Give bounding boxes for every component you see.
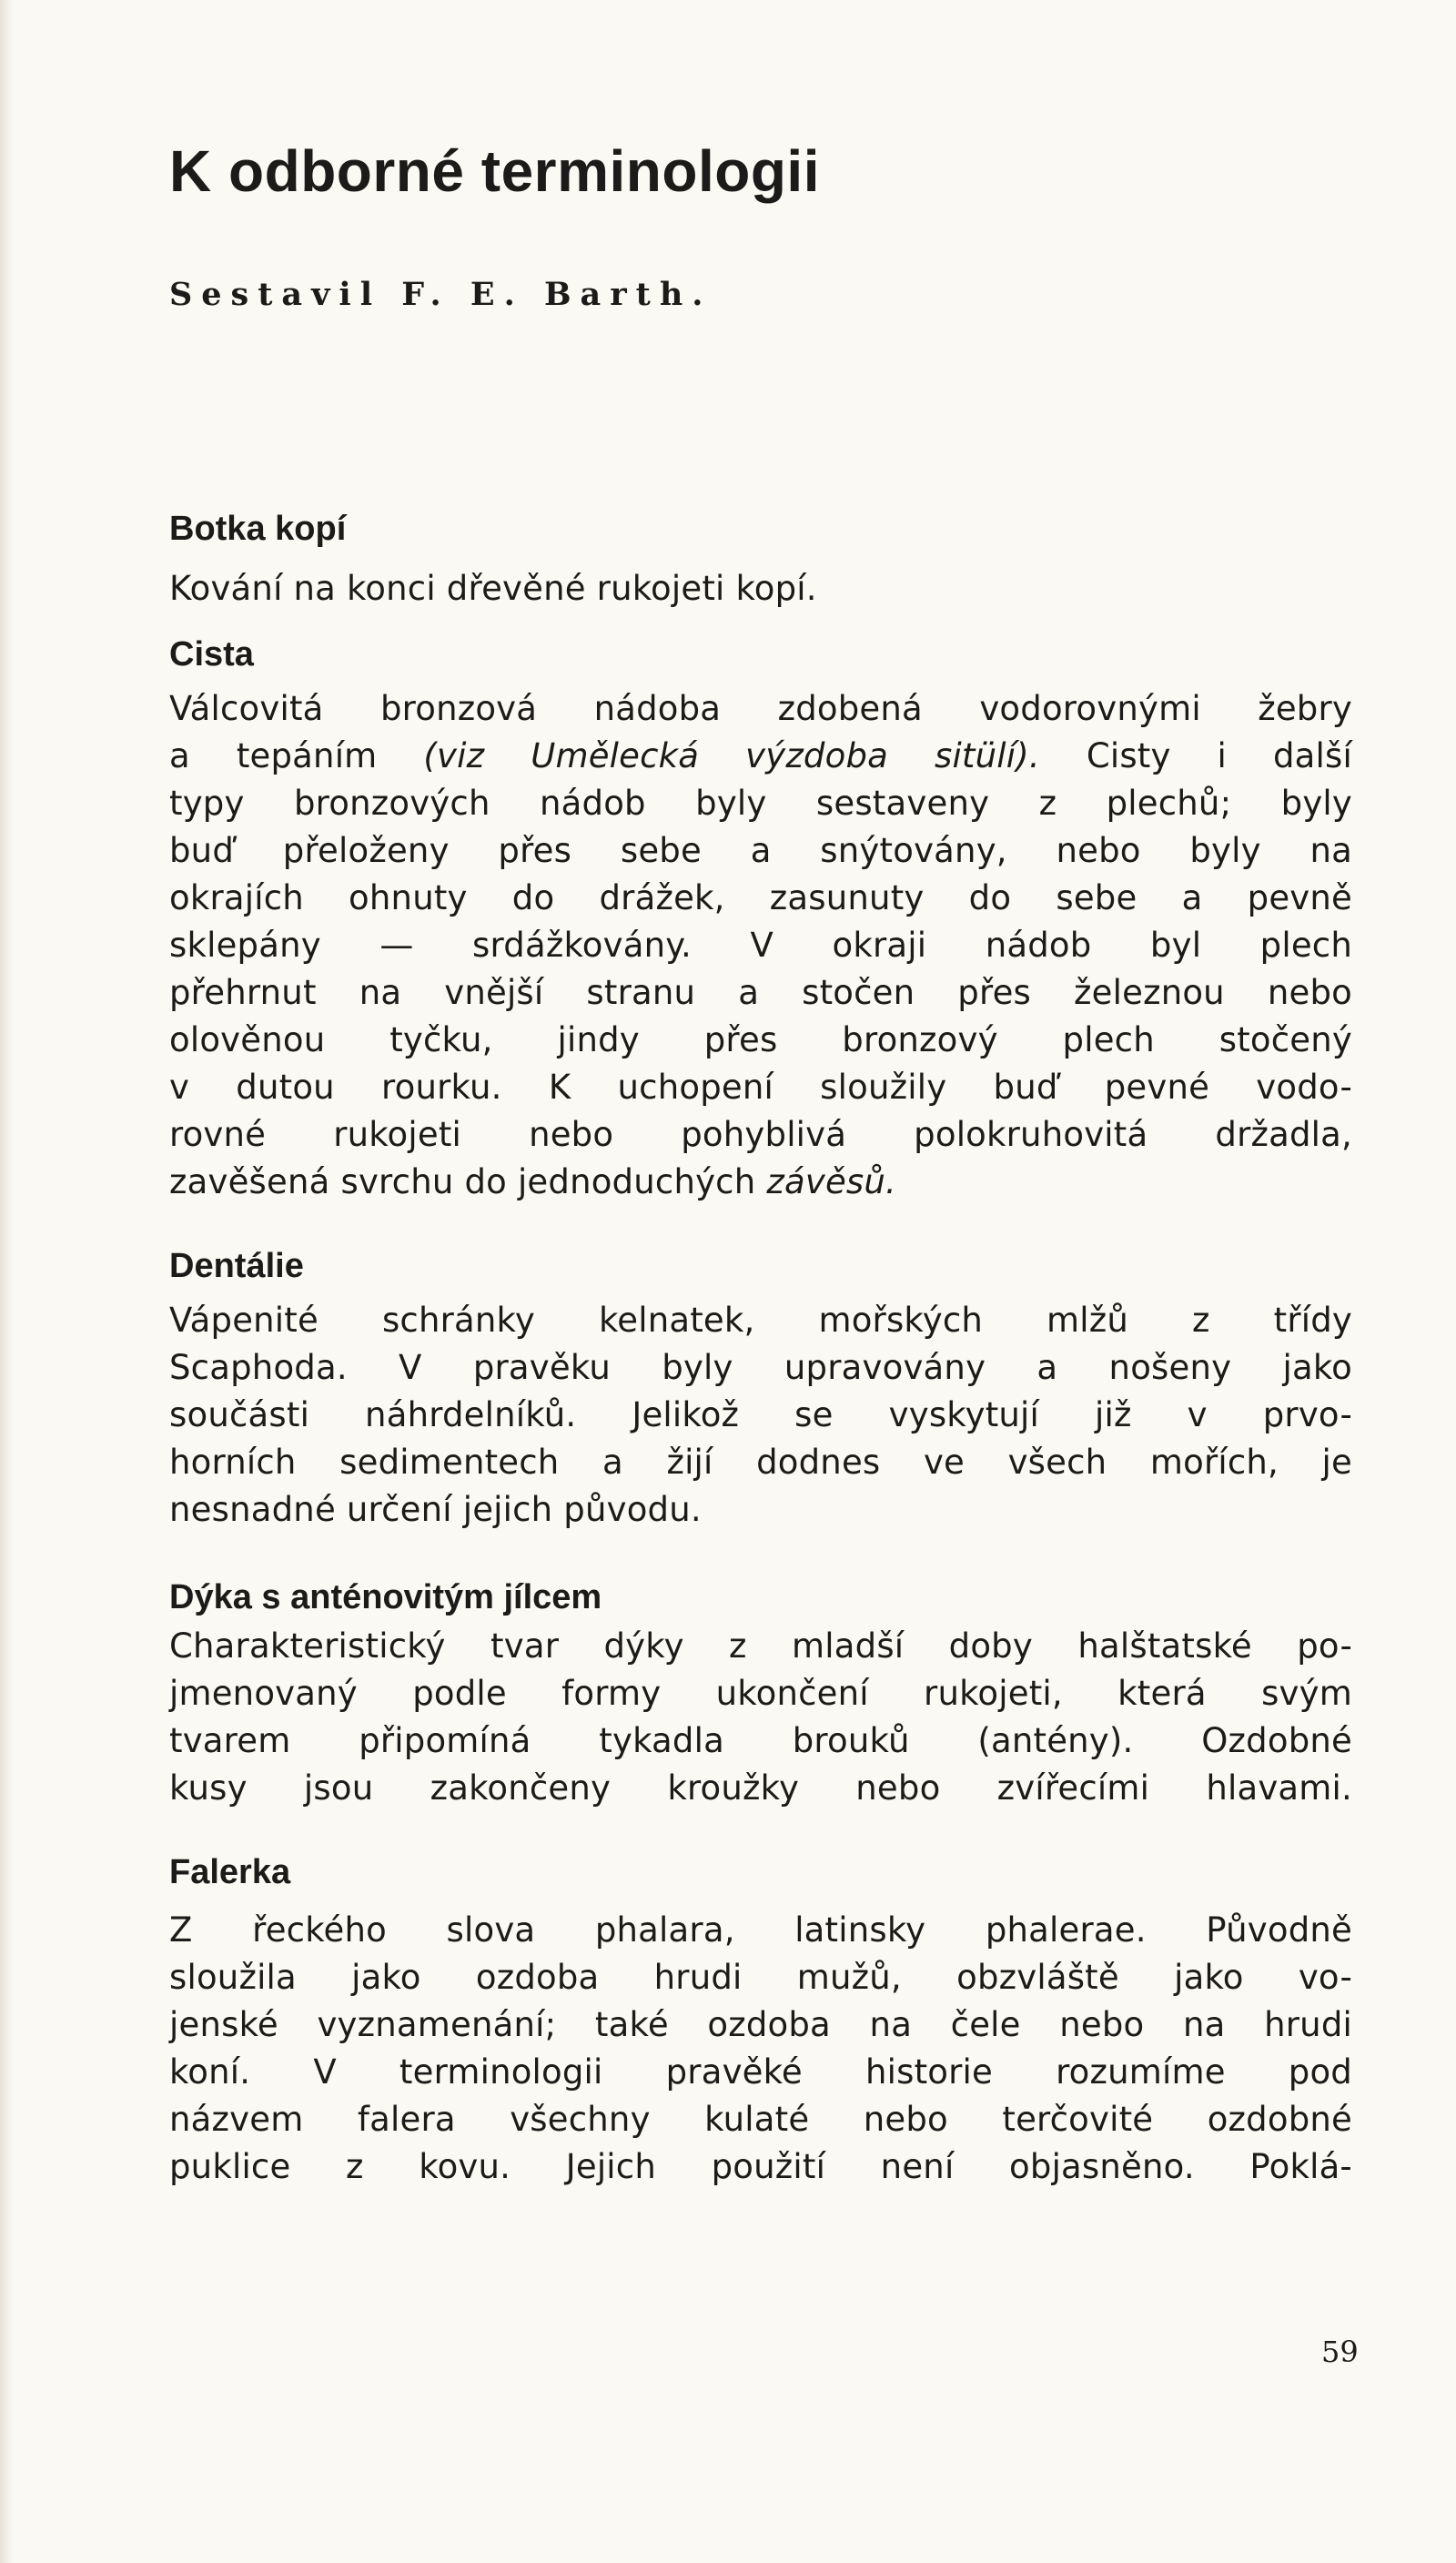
text-line: horních sedimentech a žijí dodnes ve všech mořích, je bbox=[169, 1443, 1352, 1482]
entry-term: Dentálie bbox=[169, 1247, 304, 1285]
entry-definition bbox=[169, 1297, 1352, 1534]
text-line: jenské vyznamenání; také ozdoba na čele nebo na hrudi bbox=[169, 2005, 1352, 2044]
glossary-entry bbox=[169, 1849, 1352, 2191]
entry-term: Falerka bbox=[169, 1853, 291, 1891]
cross-reference: (viz Umělecká výzdoba sitülí). bbox=[423, 736, 1040, 775]
page-number: 59 bbox=[1321, 2335, 1359, 2369]
entry-definition bbox=[169, 1907, 1352, 2191]
text-line: puklice z kovu. Jejich použití není objasněno. Poklá- bbox=[169, 2147, 1352, 2186]
text-line: sklepány — srdážkovány. V okraji nádob byl plech bbox=[169, 926, 1352, 965]
entry-term: Cista bbox=[169, 635, 254, 674]
text-line: typy bronzových nádob byly sestaveny z plechů; byly bbox=[169, 784, 1352, 823]
text-line: názvem falera všechny kulaté nebo terčovité ozdobné bbox=[169, 2100, 1352, 2139]
entry-definition bbox=[169, 685, 1352, 1206]
text-line: Scaphoda. V pravěku byly upravovány a nošeny jako bbox=[169, 1348, 1352, 1387]
text-line: buď přeloženy přes sebe a snýtovány, nebo byly na bbox=[169, 831, 1352, 870]
glossary-entry bbox=[169, 1574, 1352, 1812]
text-line: přehrnut na vnější stranu a stočen přes železnou nebo bbox=[169, 973, 1352, 1012]
text-line: okrajích ohnuty do drážek, zasunuty do sebe a pevně bbox=[169, 878, 1352, 917]
page-edge-shadow bbox=[0, 0, 13, 2563]
text-line: součásti náhrdelníků. Jelikož se vyskytují již v prvo- bbox=[169, 1395, 1352, 1434]
text-line: Z řeckého slova phalara, latinsky phalerae. Původně bbox=[169, 1910, 1352, 1950]
text-line: tvarem připomíná tykadla brouků (antény). Ozdobné bbox=[169, 1721, 1352, 1760]
glossary-entry bbox=[169, 1242, 1352, 1534]
text-line: nesnadné určení jejich původu. bbox=[169, 1490, 702, 1529]
text-line: Válcovitá bronzová nádoba zdobená vodorovnými žebry bbox=[169, 689, 1352, 728]
cross-reference: závěsů. bbox=[766, 1162, 897, 1201]
entry-definition bbox=[169, 565, 1352, 613]
glossary-entry bbox=[169, 505, 1352, 613]
glossary-body bbox=[169, 505, 1352, 2191]
text-line: a tepáním (viz Umělecká výzdoba sitülí). Cisty i další bbox=[169, 736, 1352, 775]
text-line: sloužila jako ozdoba hrudi mužů, obzvláště jako vo- bbox=[169, 1958, 1352, 1997]
entry-term: Dýka s anténovitým jílcem bbox=[169, 1578, 602, 1616]
text-line: Kování na konci dřevěné rukojeti kopí. bbox=[169, 569, 817, 608]
glossary-entry bbox=[169, 631, 1352, 1206]
text-line: Charakteristický tvar dýky z mladší doby halštatské po- bbox=[169, 1626, 1352, 1666]
text-line: Vápenité schránky kelnatek, mořských mlžů z třídy bbox=[169, 1301, 1352, 1340]
text-line: kusy jsou zakončeny kroužky nebo zvířecími hlavami. bbox=[169, 1768, 1352, 1808]
text-line: rovné rukojeti nebo pohyblivá polokruhovitá držadla, bbox=[169, 1115, 1352, 1154]
text-line: koní. V terminologii pravěké historie rozumíme pod bbox=[169, 2052, 1352, 2092]
text-line: olověnou tyčku, jindy přes bronzový plech stočený bbox=[169, 1020, 1352, 1059]
entry-definition bbox=[169, 1623, 1352, 1812]
text-line: zavěšená svrchu do jednoduchých závěsů. bbox=[169, 1162, 897, 1201]
text-line: jmenovaný podle formy ukončení rukojeti, která svým bbox=[169, 1674, 1352, 1713]
author-credit: Sestavil F. E. Barth. bbox=[169, 276, 713, 313]
entry-term: Botka kopí bbox=[169, 510, 347, 548]
page-title: K odborné terminologii bbox=[169, 138, 820, 204]
text-line: v dutou rourku. K uchopení sloužily buď pevné vodo- bbox=[169, 1068, 1352, 1107]
